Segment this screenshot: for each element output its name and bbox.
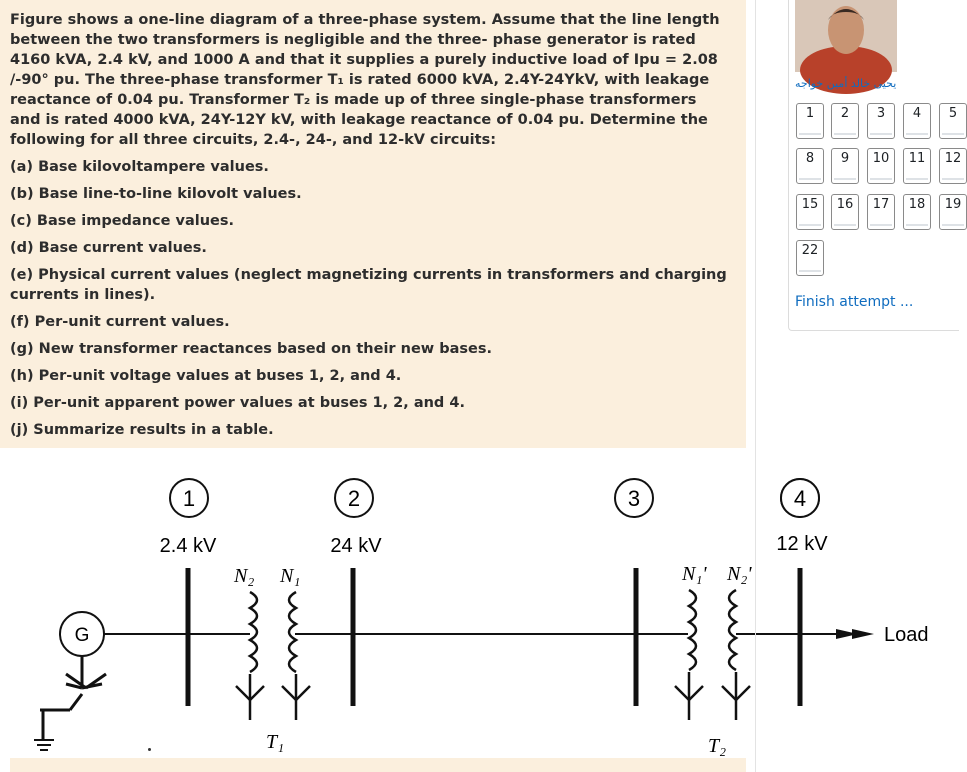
generator-symbol <box>34 612 106 750</box>
quiz-nav-button-10[interactable] <box>867 148 895 184</box>
quiz-nav-number: 18 <box>908 197 926 212</box>
bus-2-label: 2 <box>347 486 361 511</box>
voltage-label-2-4kv: 2.4 kV <box>159 535 217 557</box>
quiz-nav-button-4[interactable] <box>903 103 931 139</box>
voltage-label-12kv: 12 kV <box>776 533 828 555</box>
t1-label: T₁ <box>266 731 285 753</box>
quiz-nav-button-8[interactable] <box>796 148 824 184</box>
quiz-nav-button-2[interactable] <box>831 103 859 139</box>
user-name-link[interactable]: يحيى خالد أمين خواجه <box>795 77 897 90</box>
quiz-nav-button-9[interactable] <box>831 148 859 184</box>
bus-3-marker <box>615 479 653 517</box>
finish-attempt-link[interactable]: Finish attempt ... <box>795 294 914 310</box>
diagram-right-overlay <box>760 448 950 648</box>
question-part-i: (i) Per-unit apparent power values at buses 1, 2, and 4. <box>10 395 465 411</box>
quiz-nav-number: 8 <box>805 151 815 166</box>
question-part-h: (h) Per-unit voltage values at buses 1, 2, and 4. <box>10 368 402 384</box>
quiz-nav-number: 4 <box>912 106 922 121</box>
quiz-nav-button-15[interactable] <box>796 194 824 230</box>
quiz-nav-button-5[interactable] <box>939 103 967 139</box>
quiz-nav-button-12[interactable] <box>939 148 967 184</box>
question-part-d: (d) Base current values. <box>10 240 207 256</box>
quiz-nav-number: 16 <box>836 197 854 212</box>
question-part-g: (g) New transformer reactances based on their new bases. <box>10 341 493 357</box>
question-part-c: (c) Base impedance values. <box>10 213 235 229</box>
quiz-nav-number: 15 <box>801 197 819 212</box>
quiz-nav-number: 17 <box>872 197 890 212</box>
question-intro: Figure shows a one-line diagram of a three-phase system. Assume that the line length between the two transformers is negligible and the three- phase generator is rated 4160 kVA, 2.4 kV, and 1000 A and that it supplies a purely inductive load of Ipu = 2.08 /-90° pu. The three-phase transformer T₁ is rated 6000 kVA, 2.4Y-24YkV, with leakage reactance of 0.04 pu. Transformer T₂ is made up of three single-phase transformers and is rated 4000 kVA, 24Y-12Y kV, with leakage reactance of 0.04 pu. Determine the following for all three circuits, 2.4-, 24-, and 12-kV circuits: <box>10 12 720 148</box>
stray-dot <box>148 748 151 751</box>
quiz-nav-button-22[interactable] <box>796 240 824 276</box>
question-part-j: (j) Summarize results in a table. <box>10 422 274 438</box>
quiz-nav-button-3[interactable] <box>867 103 895 139</box>
question-part-f: (f) Per-unit current values. <box>10 314 230 330</box>
bus-1-marker <box>170 479 208 517</box>
quiz-nav-button-1[interactable] <box>796 103 824 139</box>
question-part-a: (a) Base kilovoltampere values. <box>10 159 269 175</box>
question-bottom-strip <box>10 758 746 772</box>
bus-2-marker <box>335 479 373 517</box>
quiz-nav-button-18[interactable] <box>903 194 931 230</box>
one-line-diagram <box>10 448 752 758</box>
quiz-nav-number: 10 <box>872 151 890 166</box>
user-avatar[interactable] <box>795 0 897 72</box>
t2-winding-n2: N₂' <box>727 563 752 585</box>
quiz-nav-number: 2 <box>840 106 850 121</box>
quiz-nav-number: 1 <box>805 106 815 121</box>
column-divider <box>755 0 756 772</box>
load-arrowhead <box>852 629 874 639</box>
quiz-nav-button-19[interactable] <box>939 194 967 230</box>
quiz-nav-number: 3 <box>876 106 886 121</box>
quiz-nav-button-16[interactable] <box>831 194 859 230</box>
t2-label: T₂ <box>708 735 727 757</box>
quiz-nav-number: 5 <box>948 106 958 121</box>
quiz-nav-number: 12 <box>944 151 962 166</box>
quiz-nav-number: 19 <box>944 197 962 212</box>
voltage-label-24kv: 24 kV <box>330 535 382 557</box>
question-text-area <box>0 0 746 448</box>
quiz-nav-button-11[interactable] <box>903 148 931 184</box>
t2-winding-n1: N₁' <box>682 563 707 585</box>
question-part-b: (b) Base line-to-line kilovolt values. <box>10 186 302 202</box>
quiz-nav-number: 9 <box>840 151 850 166</box>
generator-label: G <box>74 625 90 646</box>
transformer-t2 <box>675 590 750 720</box>
bus-1-label: 1 <box>182 486 196 511</box>
quiz-nav-number: 22 <box>801 243 819 258</box>
quiz-nav-number: 11 <box>908 151 926 166</box>
avatar-icon <box>795 0 897 72</box>
quiz-nav-button-17[interactable] <box>867 194 895 230</box>
load-label: Load <box>884 624 929 646</box>
bus-3-label: 3 <box>627 486 641 511</box>
bus-4-label: 4 <box>793 486 807 511</box>
transformer-t1 <box>236 592 310 720</box>
diagram-svg <box>10 448 752 758</box>
t1-winding-n2: N₂ <box>234 565 255 587</box>
t1-winding-n1: N₁ <box>280 565 301 587</box>
question-part-e: (e) Physical current values (neglect magnetizing currents in transformers and charging currents in lines). <box>10 267 727 303</box>
question-parts-list <box>10 157 730 447</box>
